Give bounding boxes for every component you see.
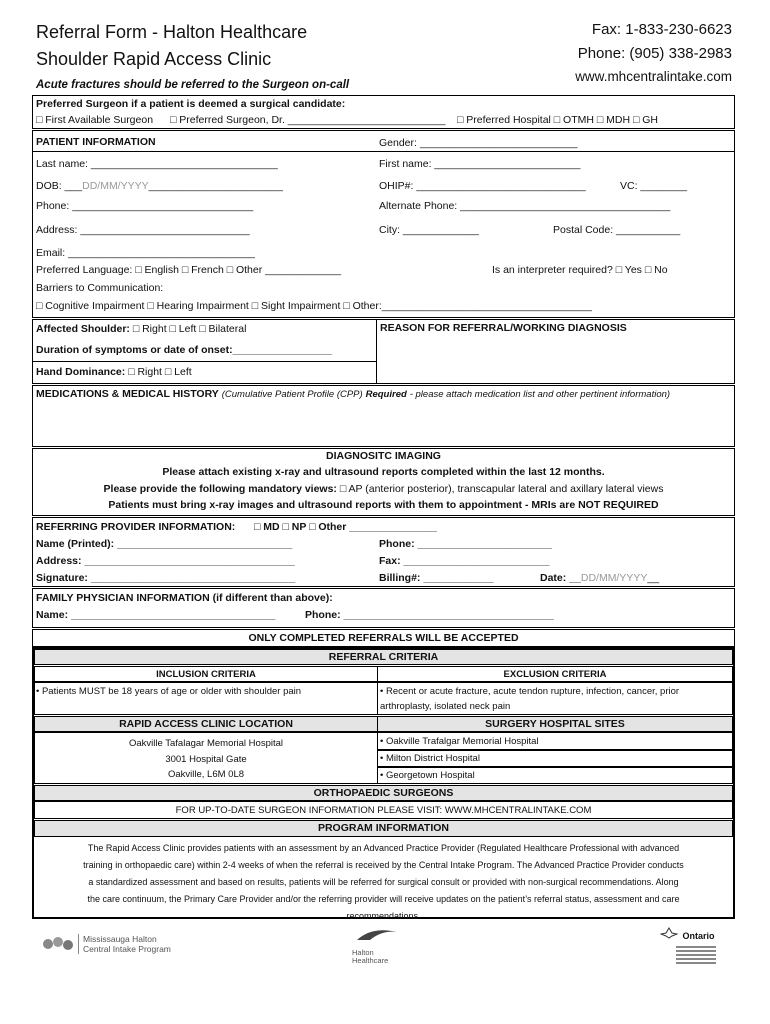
inclusion-heading: INCLUSION CRITERIA [156,669,256,680]
provider-date-field[interactable]: Date: __DD/MM/YYYY__ [540,572,660,584]
patient-heading: PATIENT INFORMATION [36,136,156,148]
preferred-surgeon-field[interactable]: □ Preferred Surgeon, Dr. ___________________________ [170,114,446,126]
ortho-surgeons-heading: ORTHOPAEDIC SURGEONS [313,787,454,799]
family-physician-heading: FAMILY PHYSICIAN INFORMATION (if different than above): [36,592,333,604]
provider-signature-field[interactable]: Signature: ___________________________________ [36,572,296,584]
fax-number: Fax: 1-833-230-6623 [591,21,732,38]
gender-field[interactable]: Gender: ___________________________ [379,137,578,149]
inclusion-item: • Patients MUST be 18 years of age or older with shoulder pain [36,686,302,697]
preferred-language-options[interactable]: Preferred Language: □ English □ French □ Other _____________ [36,264,342,276]
provider-name-field[interactable]: Name (Printed): ______________________________ [36,538,293,550]
provider-billing-field[interactable]: Billing#: ____________ [379,572,494,584]
dob-field[interactable]: DOB: ___DD/MM/YYYY_______________________ [36,180,283,192]
surgery-site-otmh: • Oakville Trafalgar Memorial Hospital [380,736,539,747]
provider-phone-field[interactable]: Phone: _______________________ [379,538,552,550]
mh-central-intake-logo [40,932,76,959]
program-info-heading: PROGRAM INFORMATION [317,822,450,834]
barrier-options[interactable]: □ Cognitive Impairment □ Hearing Impairment □ Sight Impairment □ Other:____________________________________ [36,300,592,312]
provider-type-options[interactable]: □ MD □ NP □ Other _______________ [254,521,437,533]
clinic-location-heading: RAPID ACCESS CLINIC LOCATION [119,718,293,730]
surgery-site-georgetown: • Georgetown Hospital [380,770,475,781]
last-name-field[interactable]: Last name: ________________________________ [36,158,278,170]
clinic-location-city: Oakville, L6M 0L8 [167,769,245,780]
postal-code-field[interactable]: Postal Code: ___________ [553,224,681,236]
halton-logo-icon [352,926,402,944]
preferred-hospital-options[interactable]: □ Preferred Hospital □ OTMH □ MDH □ GH [457,114,658,126]
trillium-icon [660,927,678,939]
imaging-line3: Patients must bring x-ray images and ultrasound reports with them to appointment - MRIs are NOT REQUIRED [108,499,659,511]
provider-fax-field[interactable]: Fax: _________________________ [379,555,550,567]
alternate-phone-field[interactable]: Alternate Phone: ____________________________________ [379,200,671,212]
form-subtitle: Shoulder Rapid Access Clinic [36,49,272,69]
barriers-label: Barriers to Communication: [36,282,164,294]
halton-healthcare-logo: Halton Healthcare [352,926,402,965]
fracture-note: Acute fractures should be referred to the Surgeon on-call [36,79,350,91]
phone-number: Phone: (905) 338-2983 [577,45,732,62]
vc-field[interactable]: VC: ________ [620,180,688,192]
hand-dominance-field[interactable]: Hand Dominance: □ Right □ Left [36,366,192,378]
address-field[interactable]: Address: _____________________________ [36,224,250,236]
clinic-location-name: Oakville Tafalagar Memorial Hospital [129,738,283,749]
surgeon-label: Preferred Surgeon if a patient is deemed a surgical candidate: [36,98,346,110]
interpreter-options[interactable]: Is an interpreter required? □ Yes □ No [492,264,668,276]
form-title: Referral Form - Halton Healthcare [36,22,308,42]
provider-heading: REFERRING PROVIDER INFORMATION: [36,521,236,533]
first-available-checkbox[interactable]: □ First Available Surgeon [36,114,154,126]
imaging-line1: Please attach existing x-ray and ultrasound reports completed within the last 12 months. [162,466,605,478]
exclusion-item-cont: arthroplasty, isolated neck pain [380,701,511,712]
exclusion-item: • Recent or acute fracture, acute tendon rupture, infection, cancer, prior [380,686,680,697]
ontario-logo: Ontario [660,926,716,966]
imaging-line2: Please provide the following mandatory views: □ AP (anterior posterior), transcapular lateral and axillary lateral views [103,483,664,495]
reason-for-referral-heading: REASON FOR REFERRAL/WORKING DIAGNOSIS [380,322,627,334]
city-field[interactable]: City: _____________ [379,224,479,236]
program-info-text: The Rapid Access Clinic provides patients with an assessment by an Advanced Practice Provider (Regulated Healthcare Professional with advanced training in orthopaedic care) within 2-4 weeks of when the referral is received by the Central Intake Program. The Advanced Practice Provider conducts a standardized assessment and based on results, patients will be referred for surgical consult or provided with non-surgical recommendations. Along the care continuum, the Primary Care Provider and/or the referring provider will receive updates on the patient’s referral status, assessment and care recommendations. [83,843,684,921]
surgery-site-milton: • Milton District Hospital [380,753,480,764]
clinic-location-street: 3001 Hospital Gate [165,754,247,765]
first-name-field[interactable]: First name: _________________________ [379,158,581,170]
referral-criteria-heading: REFERRAL CRITERIA [328,651,439,663]
family-phone-field[interactable]: Phone: ____________________________________ [305,609,554,621]
website: www.mhcentralintake.com [575,69,732,84]
imaging-heading: DIAGNOSITC IMAGING [326,450,441,462]
ohip-field[interactable]: OHIP#: _____________________________ [379,180,586,192]
only-completed-notice: ONLY COMPLETED REFERRALS WILL BE ACCEPTED [248,632,519,644]
surgery-sites-heading: SURGERY HOSPITAL SITES [485,718,625,730]
mh-logo-icon [40,932,76,954]
mh-logo-text: Mississauga Halton Central Intake Program [83,934,171,954]
medications-label: MEDICATIONS & MEDICAL HISTORY (Cumulative Patient Profile (CPP) Required - please attach medication list and other pertinent information) [36,388,671,400]
exclusion-heading: EXCLUSION CRITERIA [503,669,607,680]
affected-shoulder-field[interactable]: Affected Shoulder: □ Right □ Left □ Bilateral [36,323,247,335]
duration-field[interactable]: Duration of symptoms or date of onset:_________________ [36,344,332,356]
email-field[interactable]: Email: ________________________________ [36,247,255,259]
provider-address-field[interactable]: Address: ____________________________________ [36,555,295,567]
ortho-surgeons-info[interactable]: FOR UP-TO-DATE SURGEON INFORMATION PLEASE VISIT: WWW.MHCENTRALINTAKE.COM [175,805,592,816]
family-name-field[interactable]: Name: ___________________________________ [36,609,276,621]
phone-field[interactable]: Phone: _______________________________ [36,200,254,212]
